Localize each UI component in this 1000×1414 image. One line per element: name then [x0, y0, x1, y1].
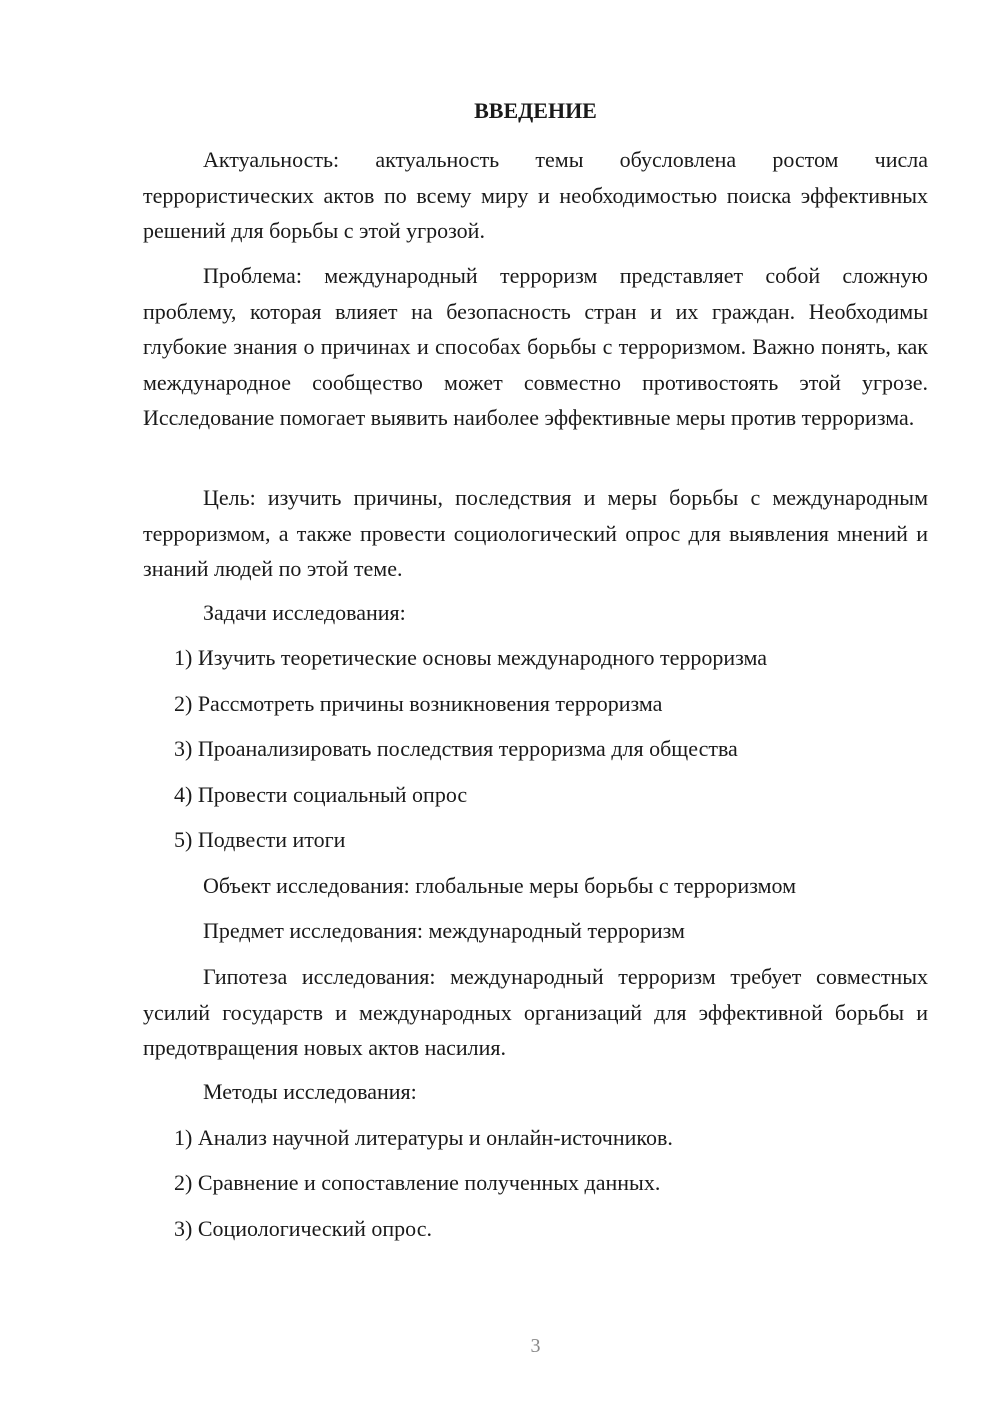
tasks-heading: Задачи исследования: [203, 600, 406, 625]
task-item-5: 5) Подвести итоги [174, 827, 346, 852]
hypothesis-paragraph: Гипотеза исследования: международный терроризм требует совместных усилий государств и международных организаций для эффективной борьбы и предотвращения новых актов насилия. [143, 964, 928, 1060]
task-item-4: 4) Провести социальный опрос [174, 782, 468, 807]
method-item-3: 3) Социологический опрос. [174, 1216, 432, 1241]
problem-paragraph: Проблема: международный терроризм представляет собой сложную проблему, которая влияет на безопасность стран и их граждан. Необходимы глубокие знания о причинах и способах борьбы с терроризмом. Важно понять, как международное сообщество может совместно противостоять этой угрозе. Исследование помогает выявить наиболее эффективные меры против терроризма. [143, 263, 928, 430]
relevance-paragraph: Актуальность: актуальность темы обусловлена ростом числа террористических актов по всему миру и необходимостью поиска эффективных решений для борьбы с этой угрозой. [143, 147, 928, 243]
section-title: ВВЕДЕНИЕ [474, 98, 597, 123]
research-object: Объект исследования: глобальные меры борьбы с терроризмом [203, 873, 797, 898]
task-item-2: 2) Рассмотреть причины возникновения терроризма [174, 691, 663, 716]
task-item-3: 3) Проанализировать последствия терроризма для общества [174, 736, 738, 761]
research-subject: Предмет исследования: международный терроризм [203, 918, 685, 943]
page-number: 3 [530, 1335, 541, 1357]
method-item-1: 1) Анализ научной литературы и онлайн-источников. [174, 1125, 673, 1150]
method-item-2: 2) Сравнение и сопоставление полученных данных. [174, 1170, 661, 1195]
goal-paragraph: Цель: изучить причины, последствия и меры борьбы с международным терроризмом, а также провести социологический опрос для выявления мнений и знаний людей по этой теме. [143, 485, 928, 581]
task-item-1: 1) Изучить теоретические основы международного терроризма [174, 645, 768, 670]
methods-heading: Методы исследования: [203, 1079, 417, 1104]
